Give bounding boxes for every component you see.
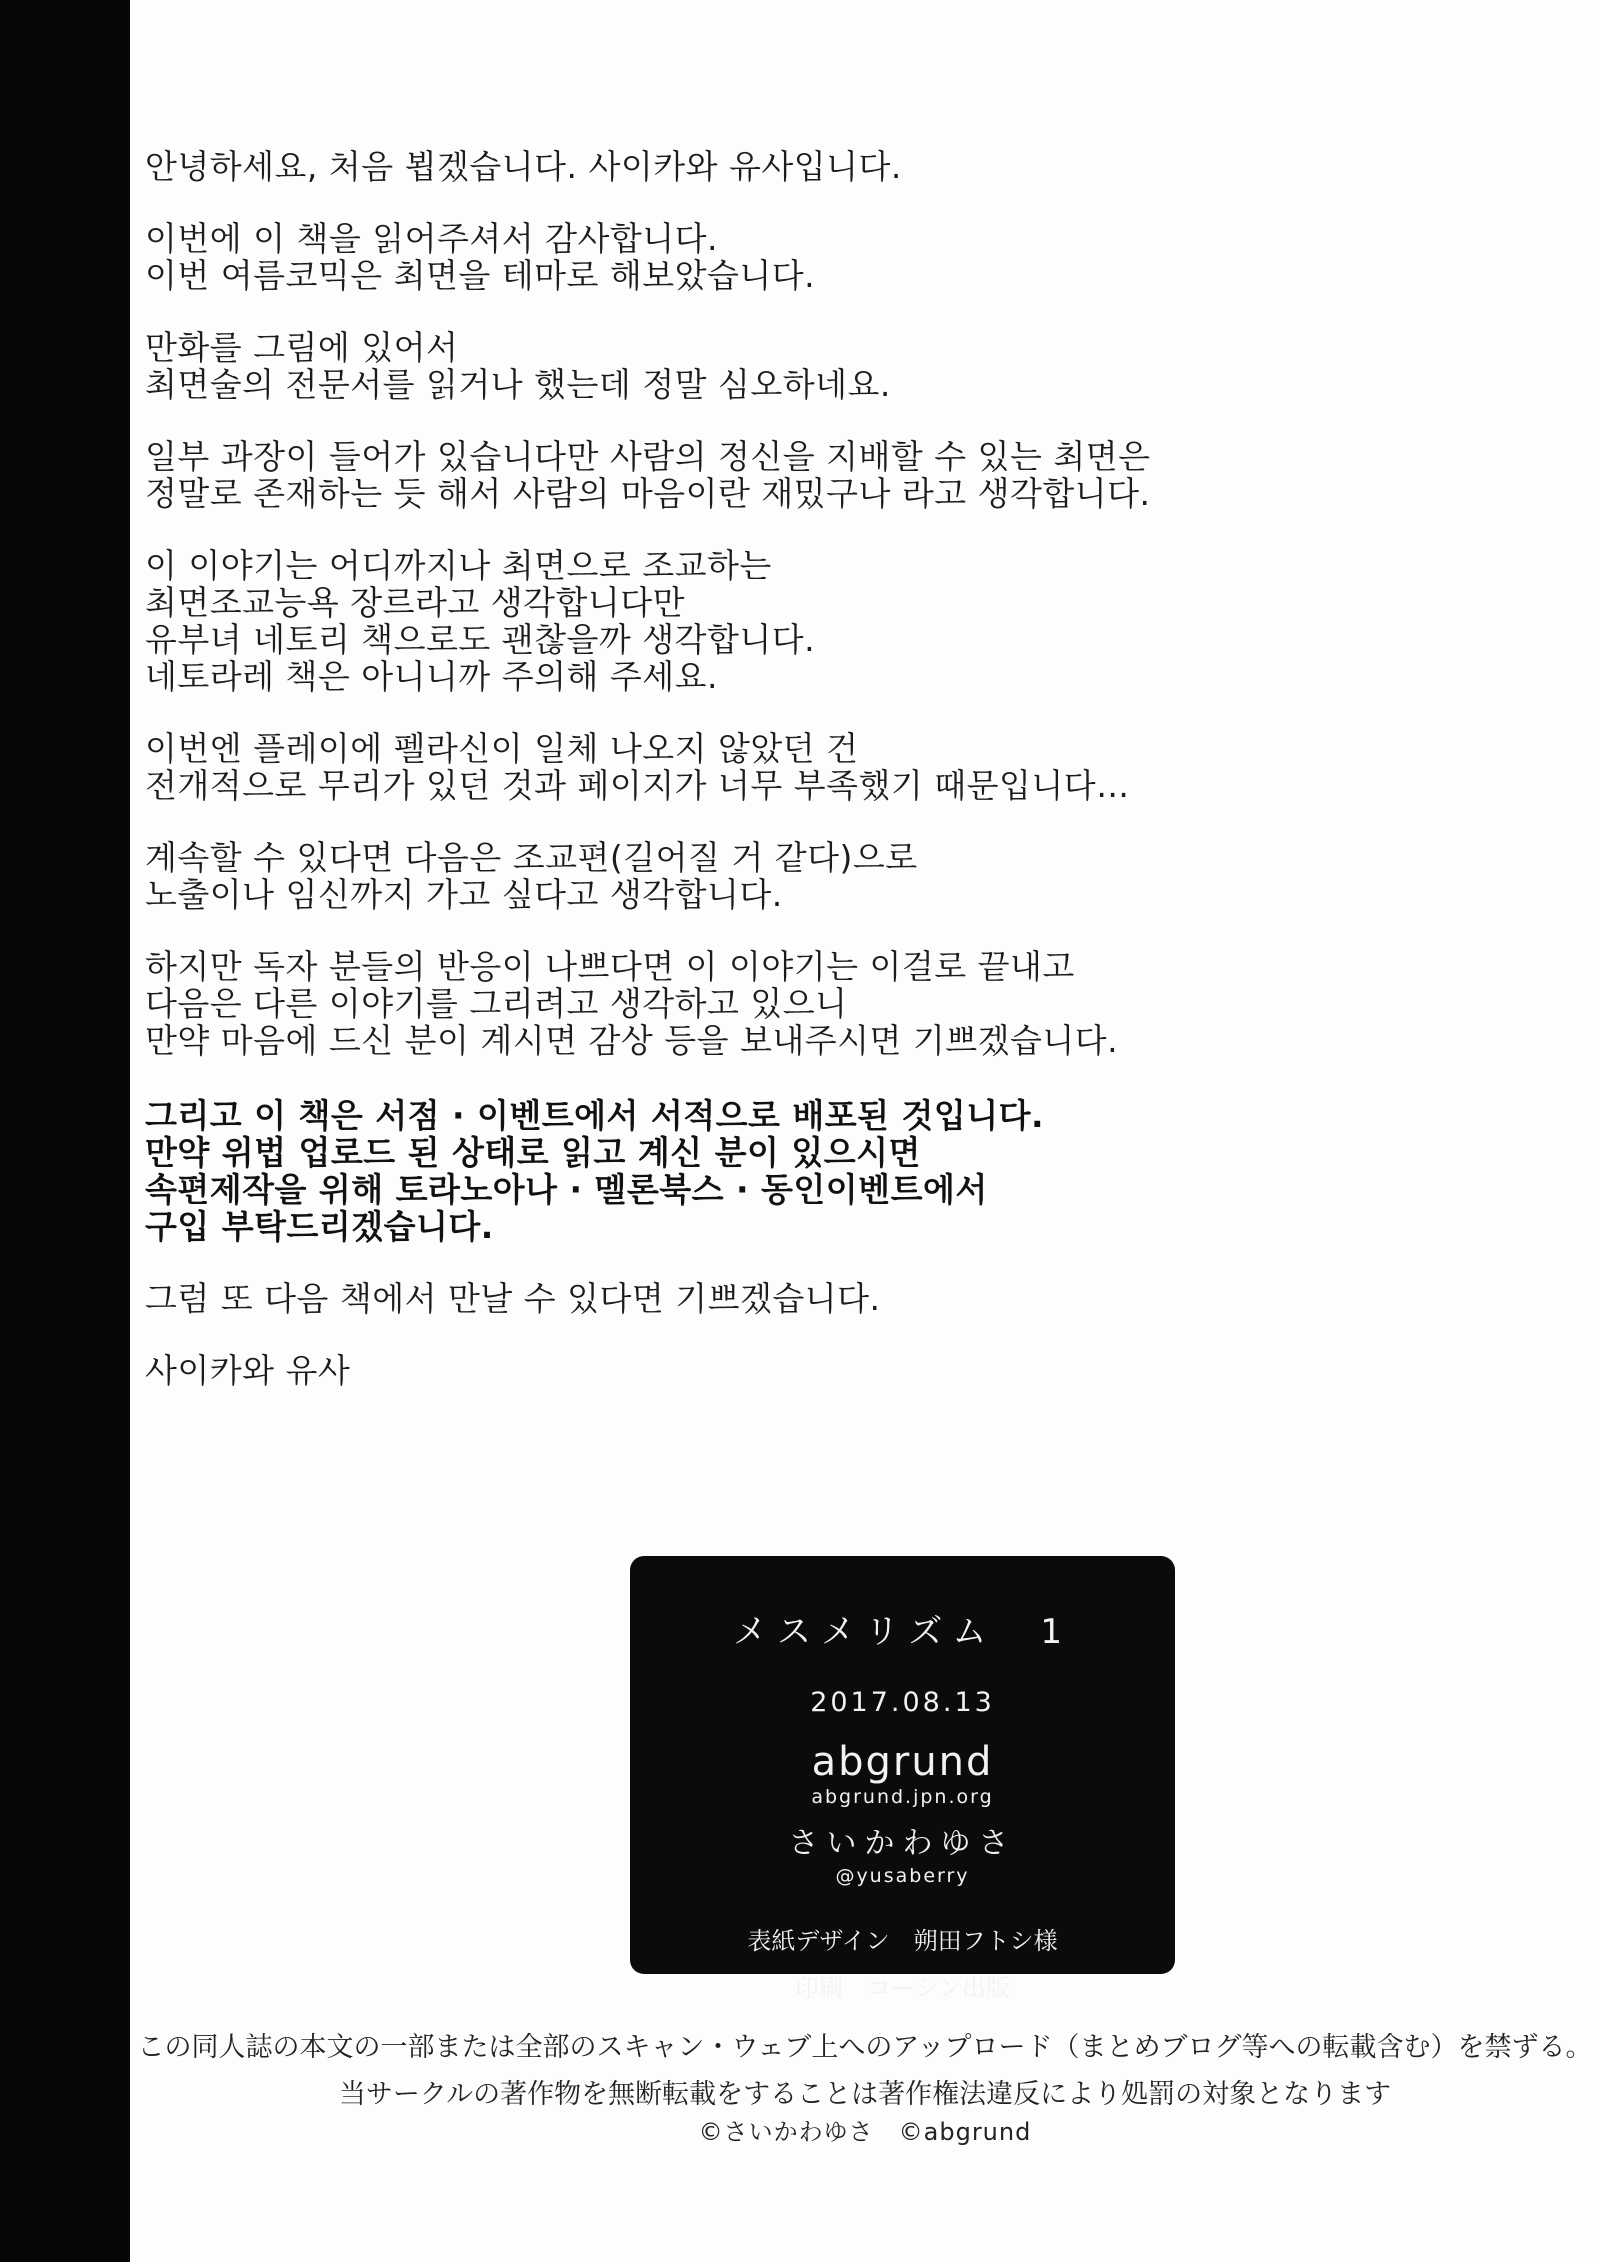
afterword-paragraph — [145, 1280, 1575, 1317]
colophon-release-date: 2017.08.13 — [810, 1687, 995, 1718]
colophon-book-title: メスメリズム 1 — [733, 1612, 1072, 1652]
afterword-line: 하지만 독자 분들의 반응이 나쁘다면 이 이야기는 이걸로 끝내고 — [145, 947, 1075, 986]
colophon-printing-credit: 印刷 コーシン出版 — [795, 1974, 1010, 2002]
afterword-paragraph — [145, 948, 1575, 1059]
afterword-line: 이 이야기는 어디까지나 최면으로 조교하는 — [145, 546, 772, 585]
afterword-paragraph — [145, 547, 1575, 695]
afterword-paragraph — [145, 438, 1575, 512]
afterword-line: 계속할 수 있다면 다음은 조교편(길어질 거 같다)으로 — [145, 838, 918, 877]
colophon-circle-name: abgrund — [811, 1739, 994, 1785]
afterword-line: 만약 마음에 드신 분이 계시면 감상 등을 보내주시면 기쁘겠습니다. — [145, 1021, 1119, 1060]
scan-edge-bar — [0, 0, 130, 2262]
afterword-paragraph-piracy-warning — [145, 1097, 1575, 1245]
afterword-line: 노출이나 임신까지 가고 싶다고 생각합니다. — [145, 875, 783, 914]
colophon-website: abgrund.jpn.org — [811, 1786, 994, 1808]
afterword-paragraph — [145, 220, 1575, 294]
afterword-line: 만화를 그림에 있어서 — [145, 328, 459, 367]
afterword-text — [145, 148, 1575, 1424]
afterword-paragraph — [145, 730, 1575, 804]
afterword-line: 네토라레 책은 아니니까 주의해 주세요. — [145, 657, 718, 696]
notice-line-upload-prohibition: この同人誌の本文の一部または全部のスキャン・ウェブ上へのアップロード（まとめブログ等への転載含む）を禁ずる。 — [137, 2032, 1593, 2063]
afterword-line: 최면술의 전문서를 읽거나 했는데 정말 심오하네요. — [145, 365, 891, 404]
colophon-box — [630, 1556, 1175, 2002]
afterword-line: 다음은 다른 이야기를 그리려고 생각하고 있으니 — [145, 984, 848, 1023]
afterword-line: 이번엔 플레이에 펠라신이 일체 나오지 않았던 건 — [145, 729, 859, 768]
afterword-line: 유부녀 네토리 책으로도 괜찮을까 생각합니다. — [145, 620, 816, 659]
afterword-line: 정말로 존재하는 듯 해서 사람의 마음이란 재밌구나 라고 생각합니다. — [145, 474, 1151, 513]
colophon-cover-design-credit: 表紙デザイン 朔田フトシ様 — [747, 1927, 1058, 1955]
colophon-twitter-handle: @yusaberry — [835, 1865, 970, 1887]
colophon-artist-name: さいかわゆさ — [788, 1826, 1017, 1861]
copyright-line: ©さいかわゆさ ©abgrund — [698, 2118, 1032, 2146]
afterword-line: 전개적으로 무리가 있던 것과 페이지가 너무 부족했기 때문입니다… — [145, 766, 1130, 805]
afterword-line: 최면조교능욕 장르라고 생각합니다만 — [145, 583, 686, 622]
afterword-paragraph — [145, 329, 1575, 403]
afterword-line: 사이카와 유사 — [145, 1351, 351, 1390]
afterword-line: 이번 여름코믹은 최면을 테마로 해보았습니다. — [145, 256, 816, 295]
afterword-line: 만약 위법 업로드 된 상태로 읽고 계신 분이 있으시면 — [145, 1133, 921, 1172]
afterword-line: 속편제작을 위해 토라노아나 · 멜론북스 · 동인이벤트에서 — [145, 1170, 988, 1209]
afterword-line: 일부 과장이 들어가 있습니다만 사람의 정신을 지배할 수 있는 최면은 — [145, 437, 1151, 476]
afterword-paragraph — [145, 148, 1575, 185]
afterword-line: 이번에 이 책을 읽어주셔서 감사합니다. — [145, 219, 718, 258]
afterword-line: 그럼 또 다음 책에서 만날 수 있다면 기쁘겠습니다. — [145, 1279, 881, 1318]
author-signature — [145, 1352, 1575, 1389]
afterword-line: 구입 부탁드리겠습니다. — [145, 1207, 494, 1246]
afterword-paragraph — [145, 839, 1575, 913]
afterword-line: 안녕하세요, 처음 뵙겠습니다. 사이카와 유사입니다. — [145, 147, 902, 186]
notice-line-copyright-law: 当サークルの著作物を無断転載をすることは著作権法違反により処罰の対象となります — [338, 2079, 1392, 2110]
copyright-notice — [130, 2032, 1600, 2147]
afterword-line: 그리고 이 책은 서점 · 이벤트에서 서적으로 배포된 것입니다. — [145, 1096, 1045, 1135]
